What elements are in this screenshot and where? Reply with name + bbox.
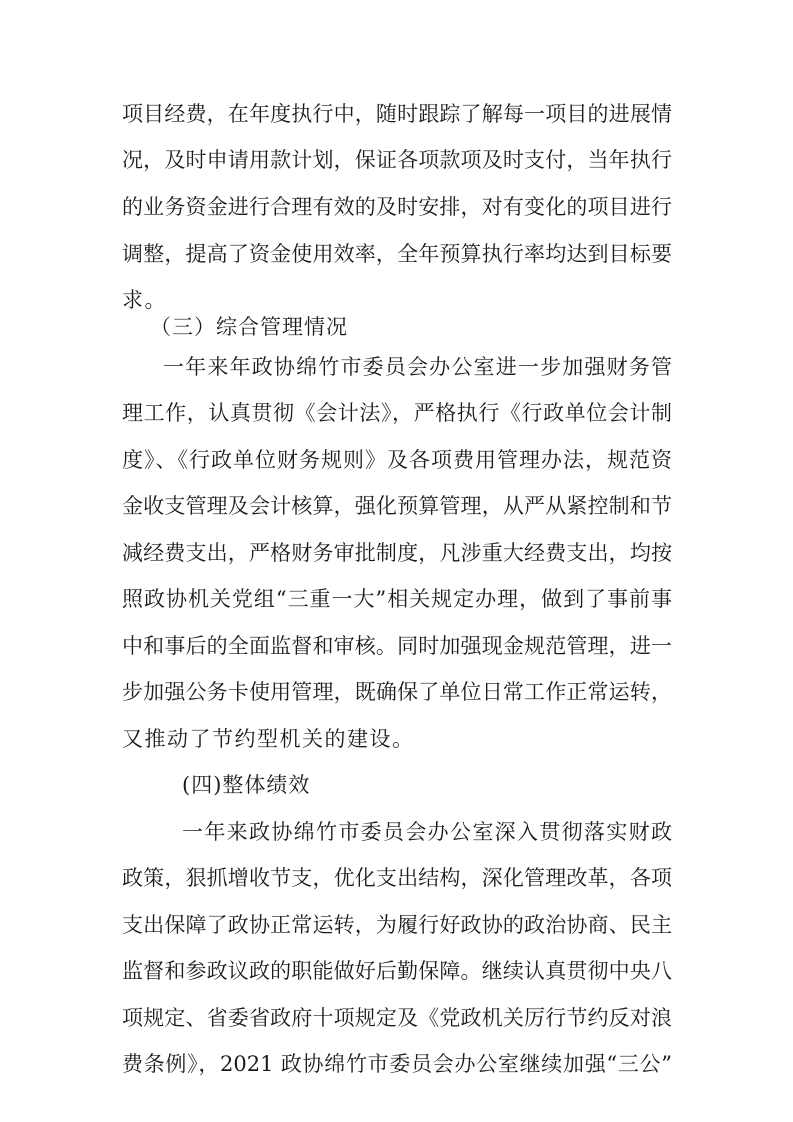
paragraph-line: 项规定、省委省政府十项规定及《党政机关厉行节约反对浪 (122, 1006, 672, 1030)
paragraph-line: 金收支管理及会计核算，强化预算管理，从严从紧控制和节 (122, 494, 672, 518)
paragraph-line: 求。 (122, 288, 167, 312)
paragraph-line: 照政协机关党组“三重一大”相关规定办理，做到了事前事 (122, 587, 672, 611)
paragraph-line: 支出保障了政协正常运转，为履行好政协的政治协商、民主 (122, 913, 672, 937)
paragraph-line: 项目经费，在年度执行中，随时跟踪了解每一项目的进展情 (122, 102, 672, 126)
paragraph-line: 步加强公务卡使用管理，既确保了单位日常工作正常运转， (122, 680, 672, 704)
paragraph-line: 的业务资金进行合理有效的及时安排，对有变化的项目进行 (122, 195, 672, 219)
paragraph-line: 又推动了节约型机关的建设。 (122, 727, 415, 751)
section-heading: (四)整体绩效 (182, 773, 311, 797)
paragraph-line: 一年来政协绵竹市委员会办公室深入贯彻落实财政 (182, 820, 672, 844)
paragraph-line: 费条例》，2021 政协绵竹市委员会办公室继续加强“三公” (122, 1052, 672, 1076)
paragraph-line: 政策，狠抓增收节支，优化支出结构，深化管理改革，各项 (122, 866, 672, 890)
paragraph-line: 减经费支出，严格财务审批制度，凡涉重大经费支出，均按 (122, 541, 672, 565)
paragraph-line: 调整，提高了资金使用效率，全年预算执行率均达到目标要 (122, 242, 672, 266)
paragraph-line: 况，及时申请用款计划，保证各项款项及时支付，当年执行 (122, 148, 672, 172)
paragraph-line: 度》、《行政单位财务规则》及各项费用管理办法，规范资 (122, 448, 672, 472)
paragraph-line: 监督和参政议政的职能做好后勤保障。继续认真贯彻中央八 (122, 959, 672, 983)
paragraph-line: 理工作，认真贯彻《会计法》，严格执行《行政单位会计制 (122, 401, 672, 425)
section-heading: （三）综合管理情况 (150, 315, 348, 339)
paragraph-line: 中和事后的全面监督和审核。同时加强现金规范管理，进一 (122, 634, 672, 658)
paragraph-line: 一年来年政协绵竹市委员会办公室进一步加强财务管 (163, 355, 672, 379)
